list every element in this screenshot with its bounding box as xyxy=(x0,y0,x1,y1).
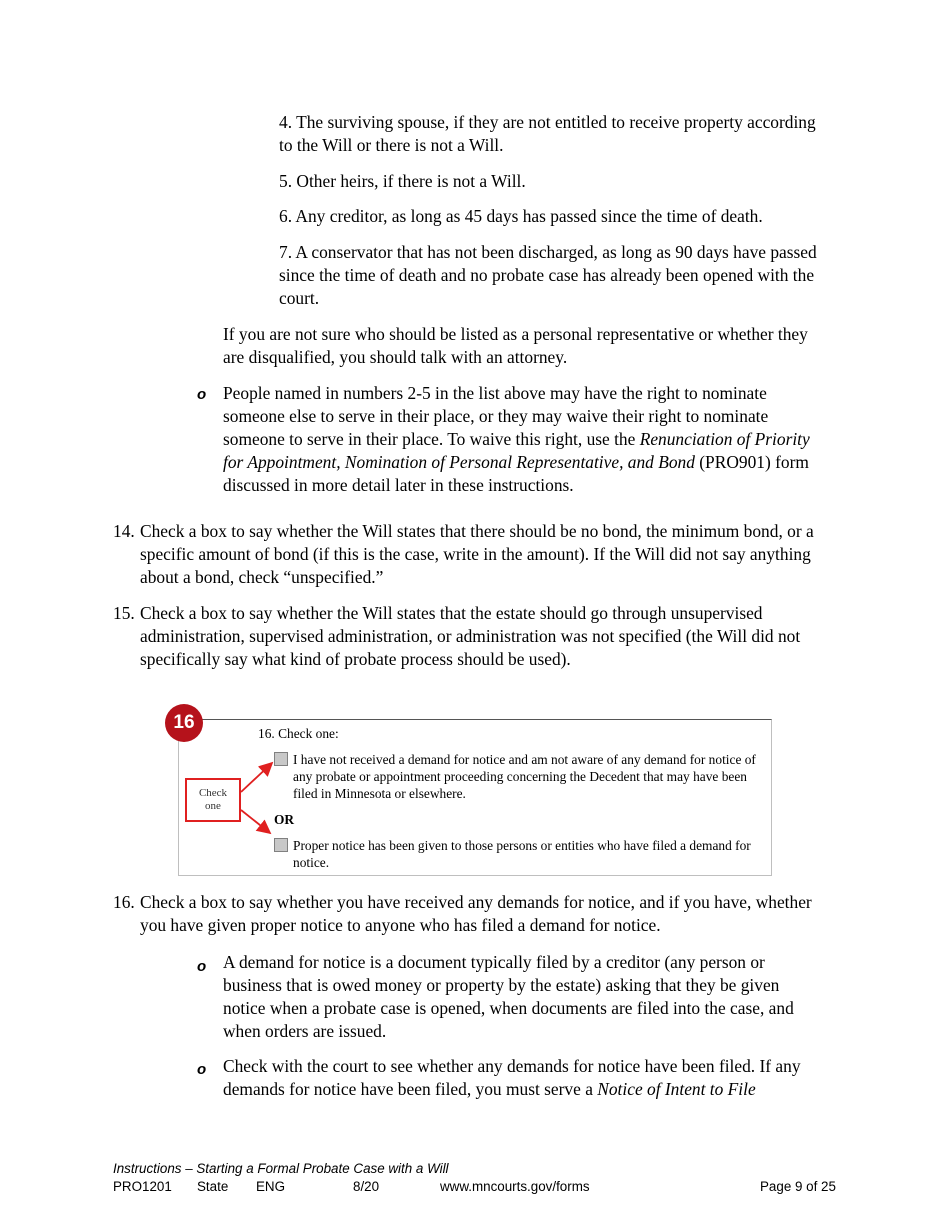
list-item-4: 4. The surviving spouse, if they are not entitled to receive property according to the Will or there is not a Will. xyxy=(279,112,816,155)
demand-bullet-text: A demand for notice is a document typically filed by a creditor (any person or business that is owed money or property by the estate) asking that they be given notice when a probate case is opened, when documents are filed into the case, and when orders are issued. xyxy=(223,952,794,1041)
list-item-7: 7. A conservator that has not been discharged, as long as 90 days have passed since the time of death and no probate case has already been opened with the court. xyxy=(279,242,817,308)
step-badge: 16 xyxy=(165,704,203,742)
option-no-demand-text: I have not received a demand for notice and am not aware of any demand for notice of any probate or appointment proceeding concerning the Decedent that may have been filed in Minnesota or elsewhere. xyxy=(293,752,756,801)
footer-form-code: PRO1201 xyxy=(113,1179,172,1194)
instruction-16-text: Check a box to say whether you have received any demands for notice, and if you have, whether you have given proper notice to anyone who has filed a demand for notice. xyxy=(140,892,812,935)
instruction-15-text: Check a box to say whether the Will states that the estate should go through unsupervised administration, supervised administration, or administration was not specified (the Will did not specifically say what kind of probate process should be used). xyxy=(140,603,801,669)
bullet-icon: o xyxy=(197,1061,207,1078)
footer-language: ENG xyxy=(256,1179,286,1194)
callout-line-2: one xyxy=(205,800,221,812)
footer-page-number: Page 9 of 25 xyxy=(760,1179,836,1194)
list-item-6: 6. Any creditor, as long as 45 days has passed since the time of death. xyxy=(279,206,763,226)
check-court-bullet-text: Check with the court to see whether any demands for notice have been filed. If any demands for notice have been filed, you must serve a Notice of Intent to File xyxy=(223,1056,801,1099)
instruction-16 xyxy=(113,891,823,937)
footer-title: Instructions – Starting a Formal Probate Case with a Will xyxy=(113,1161,449,1176)
footer-court-type: State xyxy=(197,1179,229,1194)
arrow-to-option-2 xyxy=(241,810,270,833)
notice-of-intent-title: Notice of Intent to File xyxy=(597,1079,756,1099)
attorney-note: If you are not sure who should be listed as a personal representative or whether they are disqualified, you should talk with an attorney. xyxy=(223,324,808,367)
callout-line-1: Check xyxy=(198,787,228,799)
list-item-5: 5. Other heirs, if there is not a Will. xyxy=(279,171,526,191)
bullet-icon: o xyxy=(197,958,207,975)
arrow-to-option-1 xyxy=(241,763,272,792)
item-number: 15. xyxy=(113,603,135,623)
renunciation-form-title: Renunciation of Priority for Appointment, Nomination of Personal Representative, and Bond xyxy=(223,429,810,472)
item-number: 16. xyxy=(113,892,135,912)
option-notice-given-text: Proper notice has been given to those persons or entities who have filed a demand for notice. xyxy=(293,838,751,870)
instruction-14-text: Check a box to say whether the Will states that there should be no bond, the minimum bond, or a specific amount of bond (if this is the case, write in the amount). If the Will did not say anything about a bond, check “unspecified.” xyxy=(140,521,814,587)
footer-date: 8/20 xyxy=(353,1179,380,1194)
item-number: 14. xyxy=(113,521,135,541)
figure-heading: 16. Check one: xyxy=(258,726,339,741)
bullet-icon: o xyxy=(197,386,207,403)
or-label: OR xyxy=(274,812,295,827)
nominate-bullet-text: People named in numbers 2-5 in the list above may have the right to nominate someone else to serve in their place, or they may waive their right to nominate someone to serve in their place. To waive this right, use the Renunciation of Priority for Appointment, Nomination of Personal Representative, and Bond (PRO901) form discussed in more detail later in these instructions. xyxy=(223,383,810,495)
footer-url[interactable]: www.mncourts.gov/forms xyxy=(440,1179,590,1194)
